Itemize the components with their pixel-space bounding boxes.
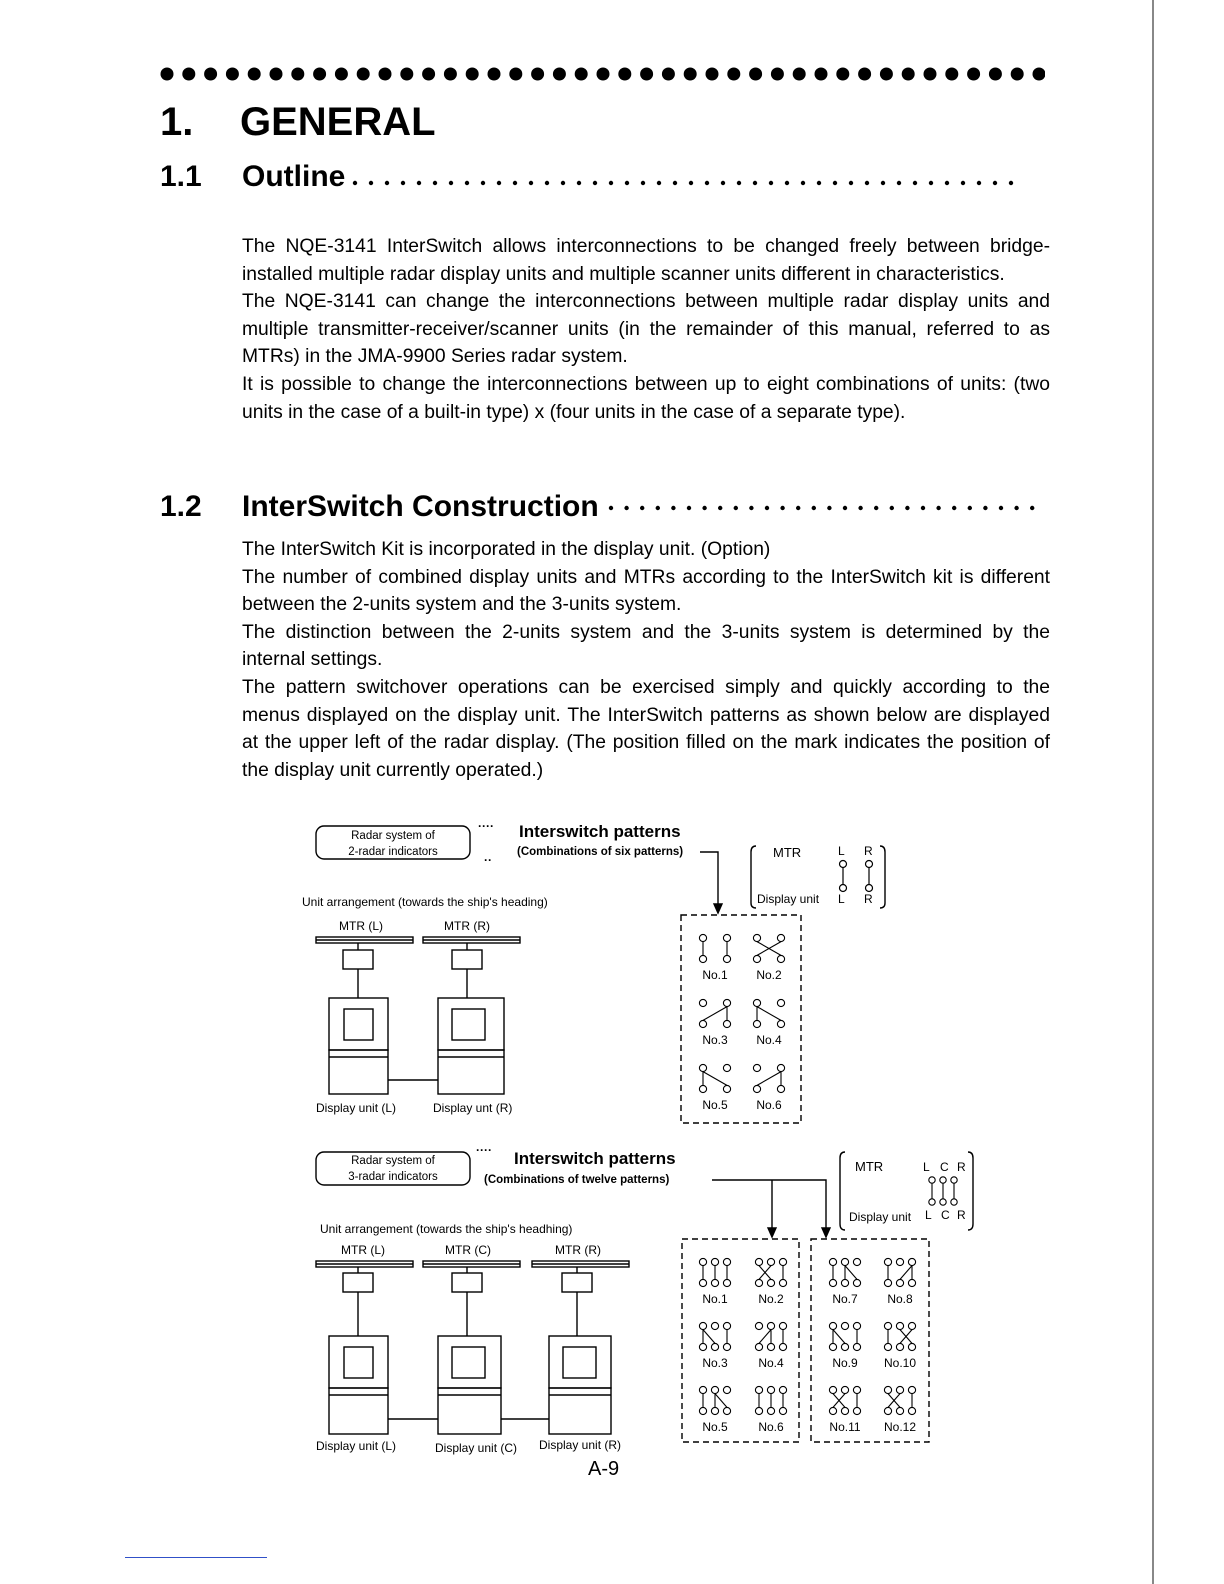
legend-display-unit: Display unit bbox=[849, 1210, 912, 1224]
mtr-antenna-left bbox=[316, 937, 413, 998]
section-title: Outline bbox=[242, 160, 346, 193]
pattern-icon bbox=[829, 1386, 860, 1414]
pattern-label: No.6 bbox=[758, 1420, 784, 1434]
arrowhead-icon bbox=[822, 1228, 830, 1237]
page-edge bbox=[1152, 0, 1154, 1584]
paragraph: The NQE-3141 can change the interconnections between multiple radar display units and multiple transmitter-receiver/scanner units (in the remainder of this manual, referred to as MTRs) in the JMA-9900 Series radar system. bbox=[242, 291, 1050, 368]
pattern-icon bbox=[884, 1322, 915, 1350]
paragraph: The distinction between the 2-units system and the 3-units system is determined by the internal settings. bbox=[242, 621, 1050, 671]
pointer-line bbox=[712, 1180, 826, 1230]
pattern-label: No.7 bbox=[832, 1292, 858, 1306]
legend-r: R bbox=[864, 892, 873, 906]
legend-l: L bbox=[838, 892, 845, 906]
pattern-label: No.3 bbox=[702, 1356, 728, 1370]
paragraph: The InterSwitch Kit is incorporated in the display unit. (Option) bbox=[242, 539, 771, 560]
display-label: Display unit (L) bbox=[316, 1439, 397, 1453]
system-label-line: Radar system of bbox=[351, 1155, 435, 1167]
section-number: 1.2 bbox=[160, 490, 202, 523]
system-label-line: Radar system of bbox=[351, 830, 435, 842]
legend-c: C bbox=[940, 1160, 949, 1174]
pattern-label: No.4 bbox=[758, 1356, 784, 1370]
pattern-label: No.12 bbox=[883, 1420, 917, 1434]
pattern-icon bbox=[755, 1258, 786, 1286]
pattern-label: No.2 bbox=[756, 968, 782, 982]
patterns-subtitle: (Combinations of six patterns) bbox=[517, 846, 684, 858]
page-number: A-9 bbox=[588, 1458, 620, 1480]
display-unit-left bbox=[329, 998, 388, 1094]
display-label: Display unit (R) bbox=[539, 1438, 622, 1452]
chapter-number: 1. bbox=[160, 100, 194, 144]
pattern-icon bbox=[755, 1322, 786, 1350]
pattern-icon bbox=[753, 934, 784, 962]
display-label: Display unt (R) bbox=[433, 1101, 513, 1115]
pattern-icon bbox=[699, 999, 730, 1027]
arrangement-caption: Unit arrangement (towards the ship's headhing) bbox=[320, 1222, 573, 1236]
system-label-line: 2-radar indicators bbox=[348, 846, 438, 858]
pattern-icon bbox=[699, 1386, 730, 1414]
pattern-label: No.11 bbox=[829, 1420, 861, 1434]
pattern-icon bbox=[699, 1258, 730, 1286]
legend-bracket bbox=[840, 1152, 845, 1230]
mtr-antenna-right bbox=[532, 1261, 629, 1336]
pattern-icon bbox=[884, 1386, 915, 1414]
legend-l: L bbox=[838, 844, 845, 858]
pattern-label: No.9 bbox=[832, 1356, 858, 1370]
legend-c: C bbox=[941, 1208, 950, 1222]
pattern-icon bbox=[753, 999, 784, 1027]
footer-rule bbox=[125, 1557, 267, 1558]
display-label: Display unit (C) bbox=[435, 1441, 518, 1455]
pattern-label: No.4 bbox=[756, 1033, 782, 1047]
mtr-label: MTR (C) bbox=[445, 1243, 491, 1257]
mtr-label: MTR (L) bbox=[339, 919, 383, 933]
legend-l: L bbox=[923, 1160, 930, 1174]
pattern-label: No.3 bbox=[702, 1033, 728, 1047]
section-number: 1.1 bbox=[160, 160, 202, 193]
legend-r: R bbox=[957, 1160, 966, 1174]
pattern-icon bbox=[884, 1258, 915, 1286]
paragraph: It is possible to change the interconnections between up to eight combinations of units: (two units in the case of a built-in type) x (four units in the case of a separate type). bbox=[242, 373, 1050, 423]
arrowhead-icon bbox=[714, 904, 722, 913]
dots-mark: ···· bbox=[476, 1143, 492, 1157]
chapter-title: GENERAL bbox=[240, 100, 436, 144]
three-radar-system bbox=[316, 1143, 973, 1455]
pattern-panel bbox=[811, 1239, 929, 1442]
legend-bracket bbox=[880, 846, 885, 908]
system-label-line: 3-radar indicators bbox=[348, 1171, 438, 1183]
mtr-antenna-center bbox=[423, 1261, 520, 1336]
pattern-label: No.1 bbox=[702, 1292, 728, 1306]
display-unit-right bbox=[438, 998, 504, 1094]
patterns-subtitle: (Combinations of twelve patterns) bbox=[484, 1174, 670, 1186]
display-unit-center bbox=[438, 1336, 501, 1434]
paragraph: The number of combined display units and MTRs according to the InterSwitch kit is different between the 2-units system and the 3-units system. bbox=[242, 566, 1050, 616]
pattern-label: No.5 bbox=[702, 1420, 728, 1434]
legend-mtr: MTR bbox=[855, 1159, 884, 1174]
paragraph: The pattern switchover operations can be exercised simply and quickly according to the menus displayed on the display unit. The InterSwitch patterns as shown below are displayed at the upper left of the radar display. (The position filled on the mark indicates the position of the display unit currently operated.) bbox=[242, 676, 1050, 781]
legend-switch-icon bbox=[840, 861, 873, 892]
pattern-label: No.6 bbox=[756, 1098, 782, 1112]
dots-mark: ·· bbox=[484, 853, 492, 867]
patterns-title: Interswitch patterns bbox=[514, 1149, 676, 1168]
pattern-icon bbox=[699, 1064, 730, 1092]
mtr-label: MTR (L) bbox=[341, 1243, 385, 1257]
pattern-label: No.10 bbox=[883, 1356, 917, 1370]
section-title: InterSwitch Construction bbox=[242, 490, 599, 523]
pattern-label: No.1 bbox=[702, 968, 728, 982]
legend-display-unit: Display unit bbox=[757, 892, 820, 906]
mtr-antenna-left bbox=[316, 1261, 413, 1336]
pattern-grid bbox=[699, 934, 784, 1112]
display-unit-left bbox=[329, 1336, 388, 1434]
mtr-antenna-right bbox=[423, 937, 520, 998]
pattern-icon bbox=[753, 1064, 784, 1092]
two-radar-system bbox=[302, 819, 885, 1123]
legend-switch-icon bbox=[929, 1177, 957, 1205]
patterns-title: Interswitch patterns bbox=[519, 822, 681, 841]
pattern-icon bbox=[755, 1386, 786, 1414]
pattern-icon bbox=[829, 1322, 860, 1350]
pattern-icon bbox=[829, 1258, 860, 1286]
legend-bracket bbox=[968, 1152, 973, 1230]
pattern-grid bbox=[699, 1258, 916, 1434]
display-unit-right bbox=[549, 1336, 611, 1434]
pattern-label: No.5 bbox=[702, 1098, 728, 1112]
legend-r: R bbox=[864, 844, 873, 858]
pattern-label: No.2 bbox=[758, 1292, 784, 1306]
mtr-label: MTR (R) bbox=[444, 919, 490, 933]
legend-mtr: MTR bbox=[773, 845, 802, 860]
pattern-label: No.8 bbox=[887, 1292, 913, 1306]
paragraph: The NQE-3141 InterSwitch allows interconnections to be changed freely between bridge-installed multiple radar display units and multiple scanner units different in characteristics. bbox=[242, 236, 1050, 285]
legend-bracket bbox=[751, 846, 756, 908]
arrowhead-icon bbox=[768, 1228, 776, 1237]
arrangement-caption: Unit arrangement (towards the ship's heading) bbox=[302, 895, 548, 909]
pattern-icon bbox=[699, 934, 730, 962]
pattern-icon bbox=[699, 1322, 730, 1350]
legend-r: R bbox=[957, 1208, 966, 1222]
dots-mark: ···· bbox=[478, 819, 494, 833]
mtr-label: MTR (R) bbox=[555, 1243, 601, 1257]
legend-l: L bbox=[925, 1208, 932, 1222]
display-label: Display unit (L) bbox=[316, 1101, 397, 1115]
pointer-line bbox=[700, 852, 718, 906]
